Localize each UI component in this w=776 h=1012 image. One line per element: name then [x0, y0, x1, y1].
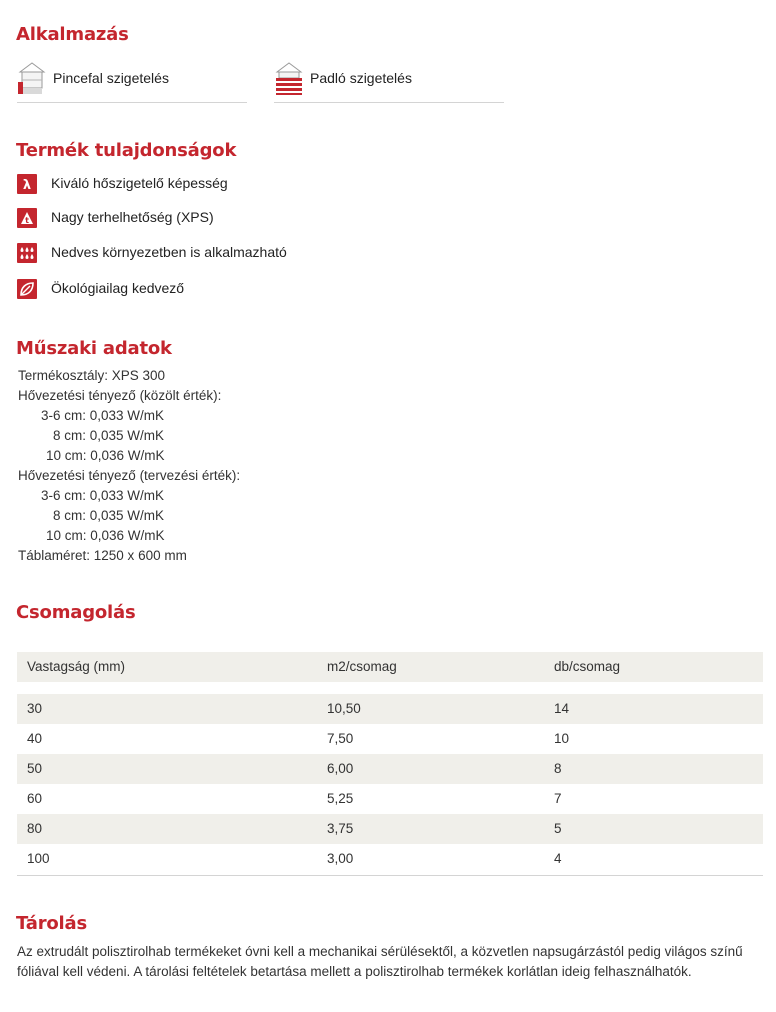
cell-pcs: 7 — [554, 791, 562, 806]
spec-conductivity-design-10cm: 10 cm: 0,036 W/mK — [46, 528, 165, 543]
floor-insulation-icon — [274, 60, 304, 96]
spec-conductivity-design-heading: Hővezetési tényező (tervezési érték): — [18, 468, 241, 483]
packaging-table-header — [17, 652, 763, 682]
cell-m2: 3,75 — [327, 821, 354, 836]
spec-conductivity-declared-10cm: 10 cm: 0,036 W/mK — [46, 448, 165, 463]
lambda-icon — [17, 174, 37, 194]
property-label: Kiváló hőszigetelő képesség — [51, 175, 228, 191]
application-item-label: Padló szigetelés — [310, 70, 412, 86]
cell-thickness: 30 — [27, 701, 43, 716]
table-row — [17, 724, 763, 754]
property-label: Nagy terhelhetőség (XPS) — [51, 209, 214, 225]
header-m2-per-pack: m2/csomag — [327, 659, 397, 674]
spec-board-size: Táblaméret: 1250 x 600 mm — [18, 548, 187, 563]
properties-title: Termék tulajdonságok — [16, 140, 237, 161]
table-divider — [17, 875, 763, 876]
cell-m2: 10,50 — [327, 701, 361, 716]
spec-conductivity-declared-heading: Hővezetési tényező (közölt érték): — [18, 388, 222, 403]
property-label: Ökológiailag kedvező — [51, 280, 185, 296]
cell-pcs: 5 — [554, 821, 562, 836]
cell-m2: 7,50 — [327, 731, 354, 746]
svg-text:t: t — [25, 216, 29, 225]
table-row — [17, 754, 763, 784]
table-row — [17, 694, 763, 724]
cell-thickness: 50 — [27, 761, 43, 776]
application-item-floor[interactable] — [274, 60, 504, 103]
spec-product-class: Termékosztály: XPS 300 — [18, 368, 166, 383]
table-row — [17, 814, 763, 844]
application-item-label: Pincefal szigetelés — [53, 70, 169, 86]
leaf-icon — [17, 279, 37, 299]
load-weight-icon — [17, 208, 37, 228]
packaging-table — [17, 652, 763, 874]
cell-m2: 5,25 — [327, 791, 354, 806]
water-drops-icon — [17, 243, 37, 263]
technical-title: Műszaki adatok — [16, 338, 172, 359]
storage-title: Tárolás — [16, 913, 87, 934]
table-row — [17, 784, 763, 814]
svg-text:λ: λ — [22, 178, 32, 193]
property-label: Nedves környezetben is alkalmazható — [51, 244, 287, 260]
storage-text: Az extrudált polisztirolhab termékeket óvni kell a mechanikai sérülésektől, a közvetlen napsugárzástól pedig világos színű fóliával kell védeni. A tárolási feltételek betartása mellett a polisztirolhab termékek korlátlan ideig felhasználhatók. — [17, 944, 743, 979]
cell-thickness: 100 — [27, 851, 50, 866]
basement-wall-insulation-icon — [17, 60, 47, 96]
cell-pcs: 14 — [554, 701, 570, 716]
application-title: Alkalmazás — [16, 24, 129, 45]
application-item-basement-wall[interactable] — [17, 60, 247, 103]
table-row — [17, 844, 763, 874]
cell-thickness: 80 — [27, 821, 43, 836]
spec-conductivity-design-3-6cm: 3-6 cm: 0,033 W/mK — [41, 488, 165, 503]
spec-conductivity-design-8cm: 8 cm: 0,035 W/mK — [53, 508, 165, 523]
cell-pcs: 10 — [554, 731, 570, 746]
cell-m2: 6,00 — [327, 761, 354, 776]
cell-m2: 3,00 — [327, 851, 354, 866]
cell-thickness: 60 — [27, 791, 43, 806]
spec-conductivity-declared-3-6cm: 3-6 cm: 0,033 W/mK — [41, 408, 165, 423]
packaging-title: Csomagolás — [16, 602, 136, 623]
cell-pcs: 8 — [554, 761, 562, 776]
header-pcs-per-pack: db/csomag — [554, 659, 621, 674]
header-thickness: Vastagság (mm) — [27, 659, 126, 674]
spec-conductivity-declared-8cm: 8 cm: 0,035 W/mK — [53, 428, 165, 443]
cell-thickness: 40 — [27, 731, 43, 746]
cell-pcs: 4 — [554, 851, 562, 866]
